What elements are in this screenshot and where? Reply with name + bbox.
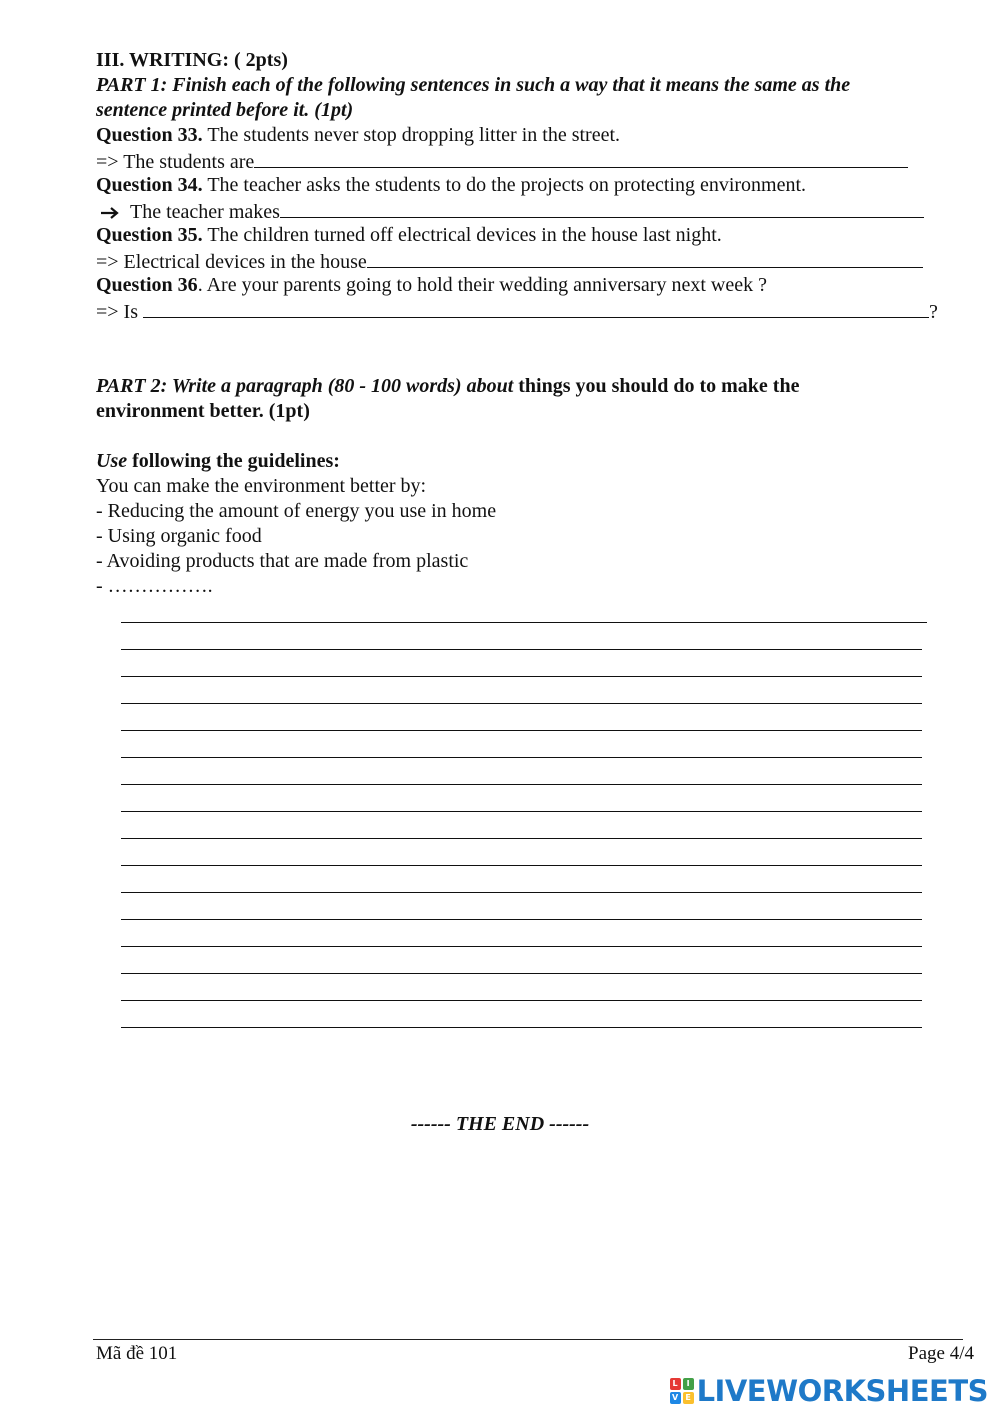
answer-36-blank[interactable] (143, 298, 929, 318)
brand-name: LIVEWORKSHEETS (696, 1374, 988, 1408)
answer-34-prefix: The teacher makes (130, 201, 280, 223)
writing-line[interactable] (121, 946, 922, 947)
question-34-label: Question 34. (96, 174, 203, 196)
question-34 (96, 173, 806, 198)
answer-36-suffix: ? (929, 301, 938, 323)
question-34-text: The teacher asks the students to do the projects on protecting environment. (202, 174, 807, 196)
question-33 (96, 123, 620, 148)
question-33-label: Question 33. (96, 124, 203, 146)
exam-code: Mã đề 101 (96, 1343, 178, 1364)
writing-line[interactable] (121, 919, 922, 920)
question-36 (96, 273, 767, 298)
liveworksheets-icon (670, 1378, 694, 1404)
answer-33-blank[interactable] (254, 148, 908, 168)
part2-title-bold: things you should do to make the (518, 375, 800, 397)
answer-33-row (96, 148, 908, 175)
answer-35-blank[interactable] (367, 248, 923, 268)
guideline-item: - Reducing the amount of energy you use in home (96, 500, 497, 522)
part1-title-line1: PART 1: Finish each of the following sentences in such a way that it means the same as the (96, 74, 851, 96)
page-number: Page 4/4 (908, 1343, 974, 1364)
writing-line[interactable] (121, 757, 922, 758)
logo-tile: L (670, 1378, 681, 1390)
writing-line[interactable] (121, 622, 927, 623)
writing-line[interactable] (121, 703, 922, 704)
writing-line[interactable] (121, 865, 922, 866)
liveworksheets-logo (670, 1374, 988, 1408)
question-36-label: Question 36 (96, 274, 198, 296)
guidelines-rest: following the guidelines: (127, 450, 340, 472)
writing-line[interactable] (121, 811, 922, 812)
writing-line[interactable] (121, 649, 922, 650)
answer-36-row (96, 298, 938, 325)
question-33-text: The students never stop dropping litter in the street. (202, 124, 621, 146)
answer-34-blank[interactable] (280, 198, 924, 218)
question-35 (96, 223, 722, 248)
answer-36-prefix: => Is (96, 301, 144, 323)
part2-title-italic: PART 2: Write a paragraph (80 - 100 words) about (96, 375, 519, 397)
question-35-label: Question 35. (96, 224, 203, 246)
footer-divider (93, 1339, 963, 1340)
writing-line[interactable] (121, 973, 922, 974)
guidelines-intro: You can make the environment better by: (96, 475, 427, 497)
answer-33-prefix: => The students are (96, 151, 255, 173)
the-end: ------ THE END ------ (410, 1113, 590, 1135)
part2-title-line1 (96, 374, 799, 399)
guidelines-heading (96, 449, 340, 474)
writing-line[interactable] (121, 1000, 922, 1001)
answer-35-prefix: => Electrical devices in the house (96, 251, 367, 273)
writing-line[interactable] (121, 730, 922, 731)
section-heading: III. WRITING: ( 2pts) (96, 49, 288, 71)
answer-34-row (96, 198, 924, 225)
question-35-text: The children turned off electrical devices in the house last night. (202, 224, 722, 246)
writing-line[interactable] (121, 1027, 922, 1028)
guideline-item: - ……………. (96, 575, 213, 597)
question-36-text: . Are your parents going to hold their wedding anniversary next week ? (197, 274, 767, 296)
writing-line[interactable] (121, 676, 922, 677)
writing-line[interactable] (121, 784, 922, 785)
logo-tile: I (683, 1378, 694, 1390)
guidelines-use: Use (96, 450, 128, 472)
part2-title-line2: environment better. (1pt) (96, 400, 310, 422)
part1-title-line2: sentence printed before it. (1pt) (96, 99, 354, 121)
logo-tile: V (670, 1392, 681, 1404)
guideline-item: - Avoiding products that are made from plastic (96, 550, 469, 572)
arrow-right-icon (96, 200, 130, 225)
answer-35-row (96, 248, 923, 275)
writing-line[interactable] (121, 892, 922, 893)
writing-line[interactable] (121, 838, 922, 839)
guideline-item: - Using organic food (96, 525, 262, 547)
logo-tile: E (683, 1392, 694, 1404)
